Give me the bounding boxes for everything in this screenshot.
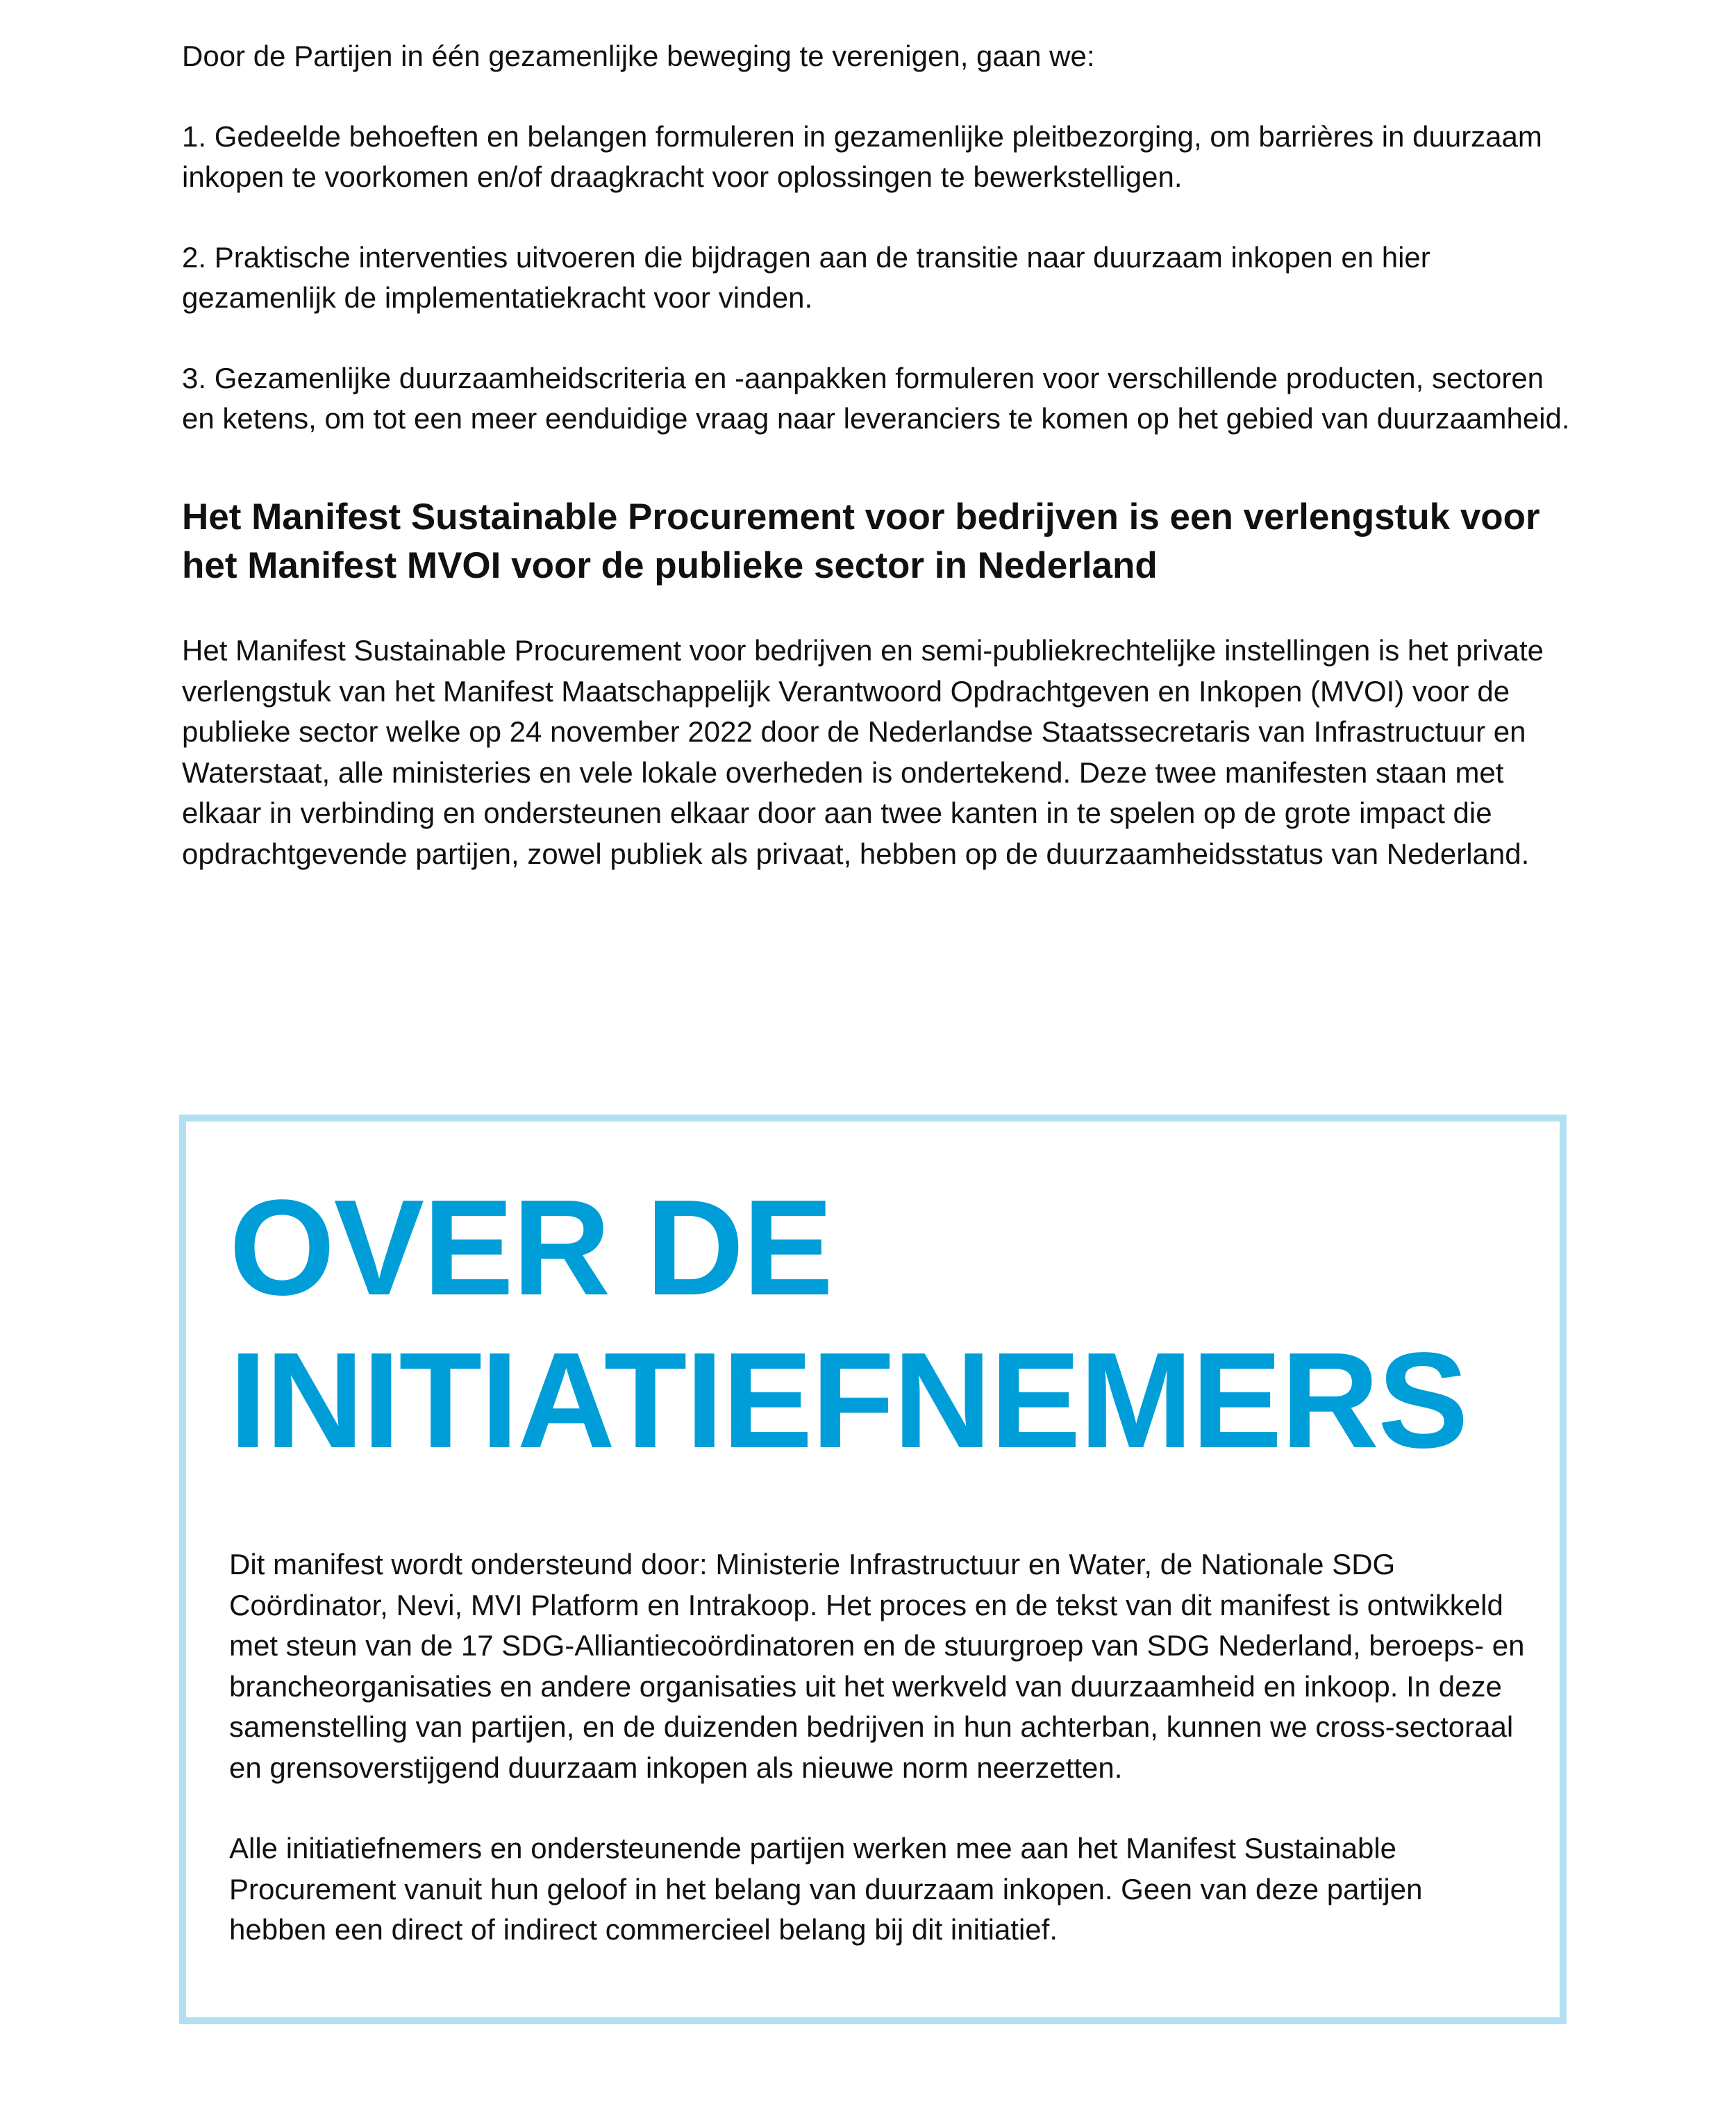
section-heading: Het Manifest Sustainable Procurement voor bedrijven is een verlengstuk voor het Manifest MVOI voor de publieke sector in Nederland bbox=[182, 497, 1540, 586]
body-paragraph: Het Manifest Sustainable Procurement voor bedrijven en semi-publiekrechtelijke instellingen is het private verlengstuk van het Manifest Maatschappelijk Verantwoord Opdrachtgeven en Inkopen (MVOI) voor de publieke sector welke op 24 november 2022 door de Nederlandse Staatssecretaris van Infrastructuur en Waterstaat, alle ministeries en vele lokale overheden is ondertekend. Deze twee manifesten staan met elkaar in verbinding en ondersteunen elkaar door aan twee kanten in te spelen op de grote impact die opdrachtgevende partijen, zowel publiek als privaat, hebben op de duurzaamheidsstatus van Nederland. bbox=[182, 634, 1544, 870]
initiators-heading bbox=[229, 1171, 1528, 1477]
list-item: 2. Praktische interventies uitvoeren die bijdragen aan de transitie naar duurzaam inkopen en hier gezamenlijk de implementatiekracht voor vinden. bbox=[182, 241, 1430, 314]
document-body bbox=[182, 36, 1571, 874]
goals-list bbox=[182, 117, 1571, 439]
initiators-box bbox=[179, 1115, 1567, 2024]
intro-text: Door de Partijen in één gezamenlijke beweging te verenigen, gaan we: bbox=[182, 40, 1095, 72]
initiators-paragraph-1: Dit manifest wordt ondersteund door: Ministerie Infrastructuur en Water, de Nationale SDG Coördinator, Nevi, MVI Platform en Intrakoop. Het proces en de tekst van dit manifest is ontwikkeld met steun van de 17 SDG-Alliantiecoördinatoren en de stuurgroep van SDG Nederland, beroeps- en brancheorganisaties en andere organisaties uit het werkveld van duurzaamheid en inkoop. In deze samenstelling van partijen, en de duizenden bedrijven in hun achterban, kunnen we cross-sectoraal en grensoverstijgend duurzaam inkopen als nieuwe norm neerzetten. bbox=[229, 1548, 1525, 1784]
initiators-heading-line1: OVER DE bbox=[229, 1171, 833, 1324]
initiators-heading-line2: INITIATIEFNEMERS bbox=[229, 1324, 1467, 1476]
list-item: 3. Gezamenlijke duurzaamheidscriteria en -aanpakken formuleren voor verschillende producten, sectoren en ketens, om tot een meer eenduidige vraag naar leveranciers te komen op het gebied van duurzaamheid. bbox=[182, 362, 1570, 435]
list-item: 1. Gedeelde behoeften en belangen formuleren in gezamenlijke pleitbezorging, om barrières in duurzaam inkopen te voorkomen en/of draagkracht voor oplossingen te bewerkstelligen. bbox=[182, 120, 1542, 193]
initiators-paragraph-2: Alle initiatiefnemers en ondersteunende partijen werken mee aan het Manifest Sustainable Procurement vanuit hun geloof in het belang van duurzaam inkopen. Geen van deze partijen hebben een direct of indirect commercieel belang bij dit initiatief. bbox=[229, 1832, 1423, 1946]
initiators-box-content bbox=[229, 1171, 1528, 1951]
